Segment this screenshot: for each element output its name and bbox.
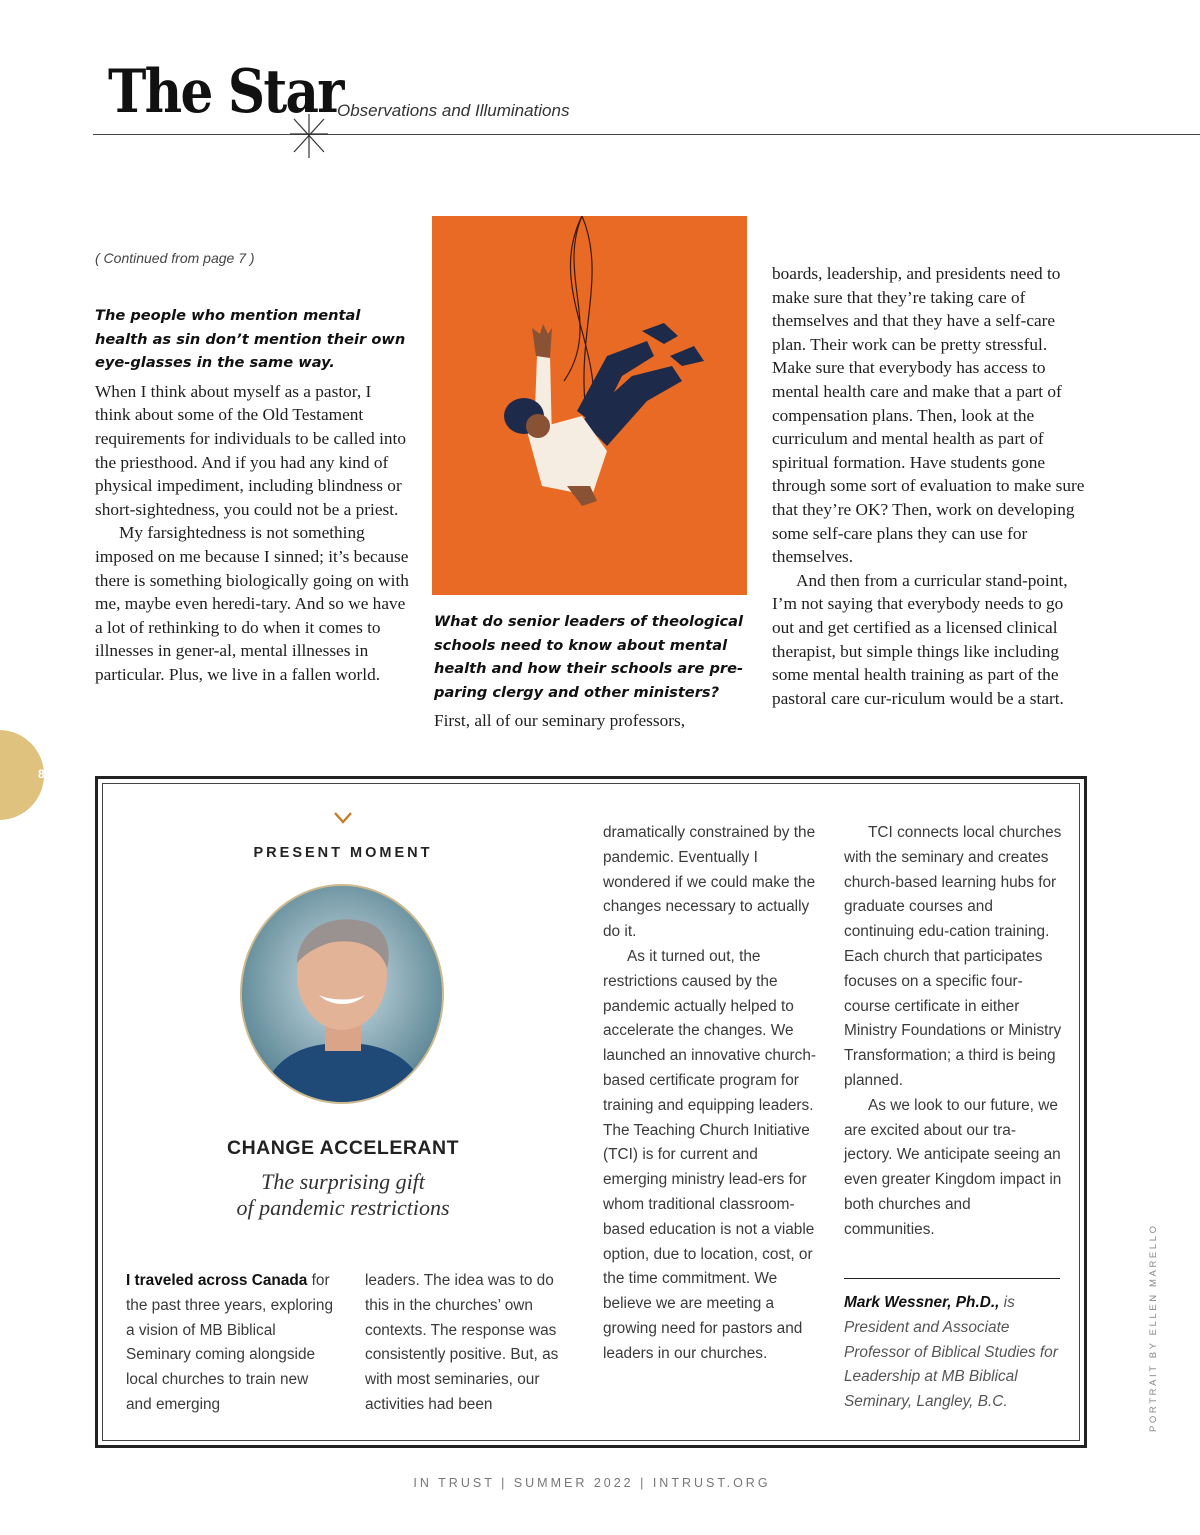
present-moment-sidebar — [95, 776, 1087, 1448]
page-number: 8 — [38, 767, 45, 781]
sidebar-title: CHANGE ACCELERANT — [226, 1137, 460, 1159]
author-bio-text: is President and Associate Professor of Biblical Studies for Leadership at MB Biblical Seminary, Langley, B.C. — [844, 1294, 1058, 1411]
lead-in: I traveled across Canada — [126, 1272, 308, 1289]
article-paragraph: And then from a curricular stand-point, I’m not saying that everybody needs to go out and get certified as a licensed clinical therapist, but simple things like including some mental health training as part of the pastoral care cur-riculum would be a start. — [772, 570, 1068, 708]
sidebar-text: leaders. The idea was to do this in the churches’ own contexts. The response was consistently positive. But, as with most seminaries, our activities had been — [365, 1272, 559, 1413]
article-column-3 — [772, 262, 1088, 710]
sidebar-column-4 — [844, 821, 1064, 1243]
section-label: PRESENT MOMENT — [253, 845, 433, 861]
bio-divider — [844, 1278, 1060, 1279]
article-column-1 — [95, 304, 411, 687]
sidebar-text: As it turned out, the restrictions caused by the pandemic actually helped to accelerate the changes. We launched an innovative church-based certificate program for training and equipping leaders. The Teaching Church Initiative (TCI) is for current and emerging ministry lead-ers for whom traditional classroom-based education is not a viable option, due to location, cost, or the time commitment. We believe we are meeting a growing need for pastors and leaders in our churches. — [603, 947, 817, 1362]
sidebar-column-3 — [603, 821, 823, 1367]
star-burst-icon — [288, 114, 330, 158]
article-paragraph: When I think about myself as a pastor, I think about some of the Old Testament requirements for individuals to be called into the priesthood. And if you had any kind of physical impediment, including blindness or short-sightedness, you could not be a priest. — [95, 381, 406, 519]
article-paragraph: My farsightedness is not something imposed on me because I sinned; it’s because there is something biologically going on with me, maybe even heredi-tary. And so we have a lot of rethinking to do when it comes to illnesses in gener-al, mental illnesses in particular. Plus, we live in a fallen world. — [95, 523, 409, 684]
masthead-title: The Star — [108, 57, 343, 127]
sidebar-column-2 — [365, 1269, 580, 1418]
sidebar-text: for the past three years, exploring a vision of MB Biblical Seminary coming alongside local churches to train new and emerging — [126, 1272, 334, 1413]
article-paragraph: First, all of our seminary professors, — [434, 711, 686, 731]
interview-question: What do senior leaders of theological schools need to know about mental health and how their schools are pre-paring clergy and other ministers? — [434, 613, 744, 701]
author-portrait — [239, 883, 445, 1105]
article-column-2 — [434, 610, 748, 733]
chevron-down-icon — [333, 811, 353, 825]
header-rule — [93, 134, 1200, 135]
page-footer: IN TRUST | SUMMER 2022 | INTRUST.ORG — [413, 1476, 771, 1490]
sidebar-text: dramatically constrained by the pandemic. Eventually I wondered if we could make the changes necessary to actually do it. — [603, 824, 816, 941]
article-paragraph: boards, leadership, and presidents need to make sure that they’re taking care of themselves and that they have a self-care plan. Their work can be pretty stressful. Make sure that everybody has access to mental health care and make that a part of compensation plans. Then, look at the curriculum and mental health as part of spiritual formation. Have students gone through some sort of evaluation to make sure that they’re OK? Then, work on developing some self-care plans they can use for themselves. — [772, 264, 1085, 567]
subtitle-line: The surprising gift — [261, 1169, 425, 1194]
sidebar-subtitle — [188, 1169, 498, 1221]
falling-person-illustration — [432, 216, 747, 595]
sidebar-column-1 — [126, 1269, 336, 1418]
author-name: Mark Wessner, Ph.D., — [844, 1294, 1000, 1311]
sidebar-text: TCI connects local churches with the seminary and creates church-based learning hubs for graduate courses and continuing edu-cation training. Each church that participates focuses on a specific four-course certificate in either Ministry Foundations or Ministry Transformation; a third is being planned. — [844, 824, 1062, 1089]
section-tagline: Observations and Illuminations — [337, 101, 570, 120]
continued-note: ( Continued from page 7 ) — [95, 250, 255, 266]
subtitle-line: of pandemic restrictions — [236, 1195, 450, 1220]
sidebar-text: As we look to our future, we are excited about our tra-jectory. We anticipate seeing an even greater Kingdom impact in both churches and communities. — [844, 1096, 1062, 1238]
author-bio — [844, 1291, 1064, 1415]
portrait-credit: PORTRAIT BY ELLEN MARELLO — [1148, 1223, 1159, 1432]
interview-question: The people who mention mental health as sin don’t mention their own eye-glasses in the same way. — [95, 307, 406, 372]
